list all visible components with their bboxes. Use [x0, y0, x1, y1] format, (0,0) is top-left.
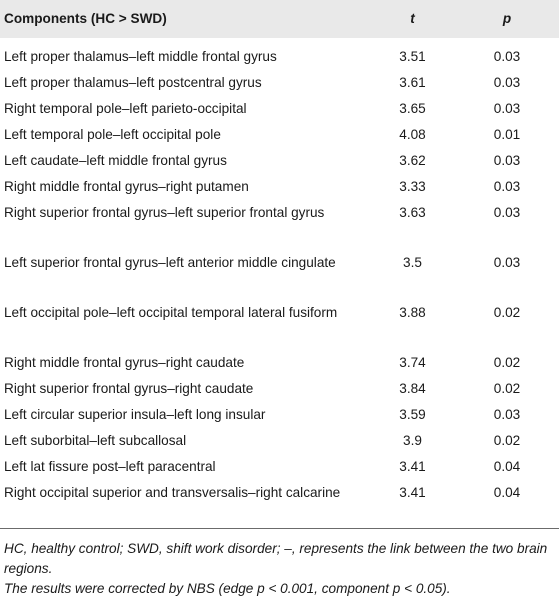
table-row — [0, 120, 559, 146]
table-row — [0, 68, 559, 94]
cell-t: 3.5 — [403, 255, 422, 270]
table-row — [0, 172, 559, 198]
table-row — [0, 374, 559, 400]
table-row — [0, 452, 559, 478]
cell-component: Right occipital superior and transversalis–right calcarine — [0, 478, 370, 529]
cell-t: 3.51 — [399, 49, 426, 64]
cell-t: 3.63 — [399, 205, 426, 220]
footnote-correction: The results were corrected by NBS (edge p < 0.001, component p < 0.05). — [4, 581, 451, 596]
cell-t: 3.61 — [399, 75, 426, 90]
cell-p: 0.02 — [493, 381, 521, 396]
table-row — [0, 146, 559, 172]
cell-t: 3.41 — [370, 478, 455, 529]
cell-component: Left temporal pole–left occipital pole — [4, 127, 221, 142]
table-row — [0, 298, 559, 348]
cell-component: Left caudate–left middle frontal gyrus — [4, 153, 227, 168]
cell-t: 4.08 — [399, 127, 426, 142]
cell-t: 3.33 — [399, 179, 426, 194]
cell-t: 3.9 — [403, 433, 422, 448]
table-footnotes — [4, 539, 556, 599]
cell-component: Left lat fissure post–left paracentral — [4, 459, 216, 474]
table-row — [0, 478, 559, 529]
cell-p: 0.03 — [493, 153, 521, 168]
cell-component: Left proper thalamus–left postcentral gyrus — [4, 75, 262, 90]
table-header — [0, 0, 559, 38]
table-row — [0, 426, 559, 452]
table-row — [0, 198, 559, 248]
cell-p: 0.02 — [493, 355, 521, 370]
cell-component: Left superior frontal gyrus–left anterior middle cingulate — [4, 255, 336, 270]
cell-component: Right superior frontal gyrus–left superior frontal gyrus — [4, 205, 325, 220]
cell-p: 0.03 — [493, 101, 521, 116]
header-t: t — [410, 11, 415, 26]
cell-component: Right temporal pole–left parieto-occipital — [4, 101, 247, 116]
cell-component: Left occipital pole–left occipital temporal lateral fusiform — [4, 305, 338, 320]
cell-t: 3.62 — [399, 153, 426, 168]
cell-t: 3.84 — [399, 381, 426, 396]
header-p: p — [502, 11, 512, 26]
cell-p: 0.03 — [493, 407, 521, 422]
cell-component: Left suborbital–left subcallosal — [4, 433, 187, 448]
cell-component: Left circular superior insula–left long insular — [4, 407, 266, 422]
cell-component: Left proper thalamus–left middle frontal gyrus — [4, 49, 277, 64]
cell-p: 0.03 — [493, 49, 521, 64]
cell-p: 0.02 — [493, 433, 521, 448]
cell-t: 3.88 — [399, 305, 426, 320]
table-row — [0, 38, 559, 68]
cell-t: 3.59 — [399, 407, 426, 422]
cell-component: Right middle frontal gyrus–right caudate — [4, 355, 245, 370]
table-row — [0, 348, 559, 374]
table-row — [0, 248, 559, 298]
header-row — [0, 0, 559, 38]
cell-p: 0.03 — [493, 179, 521, 194]
cell-p: 0.03 — [493, 75, 521, 90]
cell-p: 0.02 — [493, 305, 521, 320]
cell-t: 3.74 — [399, 355, 426, 370]
cell-p: 0.03 — [493, 205, 521, 220]
cell-p: 0.01 — [493, 127, 521, 142]
table-row — [0, 400, 559, 426]
cell-component: Right superior frontal gyrus–right caudate — [4, 381, 254, 396]
cell-component: Right middle frontal gyrus–right putamen — [4, 179, 249, 194]
cell-p: 0.04 — [455, 478, 559, 529]
cell-p: 0.03 — [493, 255, 521, 270]
cell-p: 0.04 — [493, 459, 521, 474]
header-components: Components (HC > SWD) — [4, 11, 167, 26]
table-body — [0, 38, 559, 529]
cell-t: 3.65 — [399, 101, 426, 116]
footnote-abbreviations: HC, healthy control; SWD, shift work disorder; –, represents the link between the two brain regions. — [4, 541, 548, 576]
cell-t: 3.41 — [399, 459, 426, 474]
table-row — [0, 94, 559, 120]
